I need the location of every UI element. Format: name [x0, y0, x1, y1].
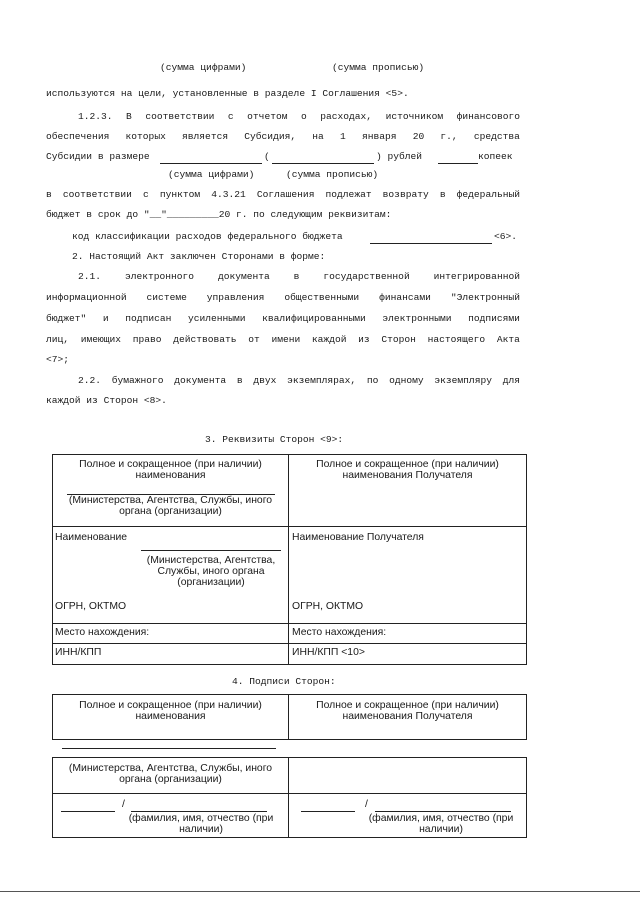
- subsidy-amount-label: Субсидии в размере: [46, 151, 150, 162]
- sig-left-org-caption: (Министерства, Агентства, Службы, иного органа (организации): [68, 763, 273, 785]
- footnote-7: <7>;: [46, 354, 70, 365]
- rubles-label: ) рублей: [376, 151, 423, 162]
- paragraph-2-2-line-2: каждой из Сторон <8>.: [46, 395, 167, 406]
- page-edge-rule: [0, 891, 640, 892]
- location-right: Место нахождения:: [292, 627, 387, 638]
- table-divider: [288, 455, 289, 664]
- name-left-caption: (Министерства, Агентства, Службы, иного органа (организации): [146, 555, 276, 588]
- signatures-table: [52, 757, 527, 838]
- paragraph-1-2-3-line-2: обеспечения которых является Субсидия, на 1 января 20 г., средства: [46, 131, 520, 142]
- section-2-heading: 2. Настоящий Акт заключен Сторонами в форме:: [72, 251, 326, 262]
- amount-digits-blank[interactable]: [160, 163, 262, 164]
- section-3-title: 3. Реквизиты Сторон <9>:: [205, 434, 344, 445]
- paragraph-2-2-line-1: 2.2. бумажного документа в двух экземплярах, по одному экземпляру для: [78, 375, 520, 386]
- budget-code-label: код классификации расходов федерального бюджета: [72, 231, 343, 242]
- deadline-line: бюджет в срок до "__"_________20 г. по следующим реквизитам:: [46, 209, 392, 220]
- table-rule: [53, 526, 526, 527]
- sig-right-signature-blank[interactable]: [301, 811, 355, 812]
- paragraph-1-2-3-line-1: 1.2.3. В соответствии с отчетом о расходах, источником финансового: [78, 111, 520, 122]
- paragraph-2-1-line-4: лиц, имеющих право действовать от имени каждой из Сторон настоящего Акта: [46, 334, 520, 345]
- ogrn-left: ОГРН, ОКТМО: [55, 601, 127, 612]
- inn-left: ИНН/КПП: [55, 647, 102, 658]
- section-4-title: 4. Подписи Сторон:: [232, 676, 336, 687]
- left-party-caption: (Министерства, Агентства, Службы, иного органа (организации): [68, 495, 273, 517]
- paragraph-1-2-3-line-4: в соответствии с пунктом 4.3.21 Соглашения подлежат возврату в федеральный: [46, 189, 520, 200]
- sig-left-fio-blank[interactable]: [131, 811, 267, 812]
- rubles-blank[interactable]: [438, 163, 478, 164]
- inn-right: ИНН/КПП <10>: [292, 647, 365, 658]
- paren-open: (: [264, 151, 270, 162]
- caption-sum-words-2: (сумма прописью): [286, 169, 379, 180]
- paragraph-2-1-line-2: информационной системе управления общественными финансами "Электронный: [46, 292, 520, 303]
- slash: /: [365, 799, 368, 810]
- caption-sum-digits: (сумма цифрами): [160, 62, 247, 73]
- sig-right-header: Полное и сокращенное (при наличии) наименования Получателя: [316, 700, 499, 722]
- sig-left-header: Полное и сокращенное (при наличии) наименования: [79, 700, 262, 722]
- slash: /: [122, 799, 125, 810]
- location-left: Место нахождения:: [55, 627, 150, 638]
- paragraph-2-1-line-1: 2.1. электронного документа в государственной интегрированной: [78, 271, 520, 282]
- caption-sum-words: (сумма прописью): [332, 62, 425, 73]
- name-label-right: Наименование Получателя: [292, 532, 424, 543]
- table-rule: [53, 623, 526, 624]
- footnote-6: <6>.: [494, 231, 518, 242]
- ogrn-right: ОГРН, ОКТМО: [292, 601, 364, 612]
- name-label-left: Наименование: [55, 532, 128, 543]
- right-party-header: Полное и сокращенное (при наличии) наименования Получателя: [316, 459, 499, 481]
- table-rule: [53, 643, 526, 644]
- budget-code-blank[interactable]: [370, 243, 492, 244]
- sig-right-fio-blank[interactable]: [375, 811, 511, 812]
- paragraph-2-1-line-3: бюджет" и подписан усиленными квалифицированными электронными подписями: [46, 313, 520, 324]
- sig-right-fio-caption: (фамилия, имя, отчество (при наличии): [368, 813, 514, 835]
- sig-left-fio-caption: (фамилия, имя, отчество (при наличии): [128, 813, 274, 835]
- text-line: используются на цели, установленные в разделе I Соглашения <5>.: [46, 88, 409, 99]
- signatures-header-table: [52, 694, 527, 740]
- kopecks-label: копеек: [478, 151, 513, 162]
- amount-words-blank[interactable]: [272, 163, 374, 164]
- table-rule: [53, 793, 526, 794]
- name-left-blank[interactable]: [141, 550, 281, 551]
- left-party-header: Полное и сокращенное (при наличии) наименования: [79, 459, 262, 481]
- sig-left-signature-blank[interactable]: [61, 811, 115, 812]
- sig-left-org-blank[interactable]: [62, 748, 276, 749]
- table-divider: [288, 758, 289, 837]
- caption-sum-digits-2: (сумма цифрами): [168, 169, 255, 180]
- requisites-table: [52, 454, 527, 665]
